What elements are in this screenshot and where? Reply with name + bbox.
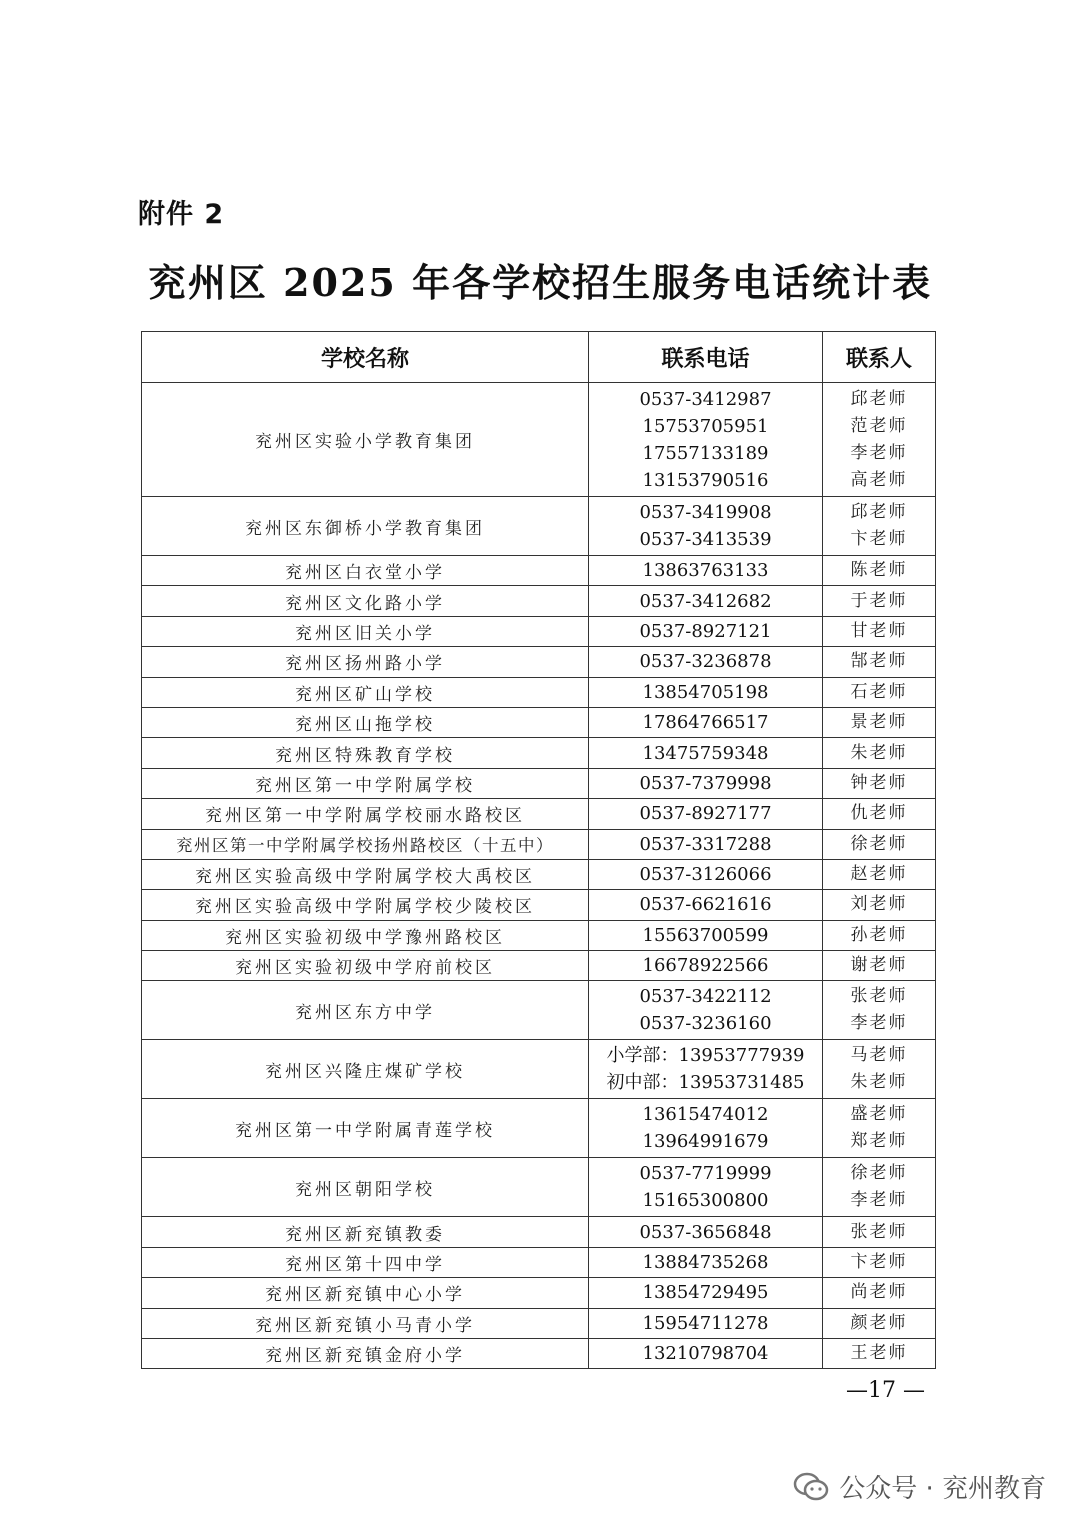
school-name-cell: 兖州区东方中学 xyxy=(142,981,589,1040)
contact-person: 张老师 xyxy=(850,1221,908,1242)
phone-number: 0537-3412682 xyxy=(639,590,772,612)
contact-person: 李老师 xyxy=(850,442,908,463)
contact-person-cell xyxy=(823,586,936,616)
contact-person-cell xyxy=(823,707,936,737)
contact-person: 石老师 xyxy=(850,681,908,702)
contact-person: 马老师 xyxy=(850,1045,908,1066)
phone-cell xyxy=(589,647,823,677)
table-row xyxy=(142,1158,936,1217)
phone-number: 0537-3419908 xyxy=(639,502,772,523)
table-row xyxy=(142,738,936,768)
phone-number: 0537-3412987 xyxy=(639,388,772,410)
contact-person-cell xyxy=(823,1040,936,1099)
contact-person: 陈老师 xyxy=(850,560,908,581)
table-body xyxy=(142,383,936,1369)
phone-number: 小学部：13953777939 xyxy=(606,1045,805,1067)
contact-person: 景老师 xyxy=(850,712,908,733)
phone-cell xyxy=(589,1308,823,1338)
phone-cell xyxy=(589,707,823,737)
contact-person: 谢老师 xyxy=(850,955,908,976)
contact-person: 甘老师 xyxy=(850,620,908,641)
contact-person-cell xyxy=(823,497,936,556)
phone-cell xyxy=(589,1040,823,1099)
contact-person-cell xyxy=(823,951,936,981)
phone-number: 0537-3413539 xyxy=(639,529,772,550)
contact-person: 卞老师 xyxy=(850,529,908,549)
contact-person-cell xyxy=(823,920,936,950)
contact-person: 邱老师 xyxy=(850,388,908,409)
school-name-cell: 兖州区旧关小学 xyxy=(142,616,589,646)
contact-person: 钟老师 xyxy=(850,772,908,793)
contact-person: 徐老师 xyxy=(850,833,908,854)
table-row xyxy=(142,951,936,981)
contact-person-cell xyxy=(823,1339,936,1369)
phone-cell xyxy=(589,677,823,707)
table-row xyxy=(142,1099,936,1158)
contact-person: 朱老师 xyxy=(850,1072,908,1093)
phone-cell xyxy=(589,556,823,586)
table-row xyxy=(142,677,936,707)
contact-person-cell xyxy=(823,768,936,798)
school-name-cell: 兖州区第十四中学 xyxy=(142,1247,589,1277)
contact-person-cell xyxy=(823,1217,936,1247)
phone-cell xyxy=(589,497,823,556)
table-row xyxy=(142,799,936,829)
phone-number: 17557133189 xyxy=(642,442,769,464)
school-name-cell: 兖州区新兖镇小马青小学 xyxy=(142,1308,589,1338)
phone-number: 0537-3317288 xyxy=(639,833,772,855)
phone-cell xyxy=(589,1247,823,1277)
phone-cell xyxy=(589,1217,823,1247)
contact-person-cell xyxy=(823,1247,936,1277)
phone-number: 17864766517 xyxy=(642,712,769,734)
phone-number: 0537-3126066 xyxy=(639,864,772,886)
phone-number: 13863763133 xyxy=(642,560,769,582)
phone-cell xyxy=(589,890,823,920)
contact-person: 刘老师 xyxy=(850,894,908,915)
contact-person: 徐老师 xyxy=(850,1163,908,1184)
phone-number: 13210798704 xyxy=(642,1343,769,1365)
phone-cell xyxy=(589,1158,823,1217)
table-row xyxy=(142,707,936,737)
school-name-cell: 兖州区扬州路小学 xyxy=(142,647,589,677)
school-name-cell: 兖州区实验小学教育集团 xyxy=(142,383,589,497)
school-name-cell: 兖州区实验初级中学豫州路校区 xyxy=(142,920,589,950)
header-school-name: 学校名称 xyxy=(142,332,589,383)
phone-cell xyxy=(589,738,823,768)
phone-number: 13884735268 xyxy=(642,1252,769,1274)
table-header-row xyxy=(142,332,936,383)
contact-person: 郑老师 xyxy=(850,1131,908,1152)
phone-cell xyxy=(589,1339,823,1369)
page-title: 兖州区 2025 年各学校招生服务电话统计表 xyxy=(147,260,933,305)
table-row xyxy=(142,829,936,859)
school-name-cell: 兖州区第一中学附属青莲学校 xyxy=(142,1099,589,1158)
phone-number: 0537-3656848 xyxy=(639,1221,772,1243)
contact-person-cell xyxy=(823,890,936,920)
phone-number: 13615474012 xyxy=(642,1104,769,1126)
phone-number: 15165300800 xyxy=(642,1190,769,1212)
phone-cell xyxy=(589,1278,823,1308)
phone-cell xyxy=(589,616,823,646)
watermark xyxy=(793,1468,1046,1505)
phone-cell xyxy=(589,920,823,950)
contact-person-cell xyxy=(823,616,936,646)
contact-person: 于老师 xyxy=(850,590,908,611)
contact-person: 李老师 xyxy=(850,1190,908,1211)
phone-cell xyxy=(589,799,823,829)
contact-person-cell xyxy=(823,829,936,859)
table-row xyxy=(142,647,936,677)
school-name-cell: 兖州区矿山学校 xyxy=(142,677,589,707)
school-name-cell: 兖州区新兖镇中心小学 xyxy=(142,1278,589,1308)
table-row xyxy=(142,1278,936,1308)
school-name-cell: 兖州区朝阳学校 xyxy=(142,1158,589,1217)
contact-person: 王老师 xyxy=(850,1343,908,1364)
phone-number: 16678922566 xyxy=(642,955,769,977)
contact-person: 邱老师 xyxy=(850,502,908,522)
phone-number: 0537-3236878 xyxy=(639,651,772,673)
phone-cell xyxy=(589,1099,823,1158)
table-row xyxy=(142,890,936,920)
phone-number: 0537-8927121 xyxy=(639,620,772,642)
table-row xyxy=(142,859,936,889)
school-name-cell: 兖州区实验初级中学府前校区 xyxy=(142,951,589,981)
table-row xyxy=(142,383,936,497)
school-name-cell: 兖州区第一中学附属学校丽水路校区 xyxy=(142,799,589,829)
phone-number: 初中部：13953731485 xyxy=(606,1072,805,1094)
phone-cell xyxy=(589,768,823,798)
phone-cell xyxy=(589,586,823,616)
contact-person: 张老师 xyxy=(850,986,908,1007)
table-row xyxy=(142,1339,936,1369)
school-name-cell: 兖州区文化路小学 xyxy=(142,586,589,616)
phone-number: 0537-3422112 xyxy=(639,986,772,1008)
school-name-cell: 兖州区东御桥小学教育集团 xyxy=(142,497,589,556)
table-row xyxy=(142,1308,936,1338)
phone-number: 0537-7719999 xyxy=(639,1163,772,1185)
header-contact-person: 联系人 xyxy=(823,332,936,383)
table-row xyxy=(142,1217,936,1247)
page-number: —17 — xyxy=(846,1378,925,1403)
contacts-table xyxy=(141,331,936,1369)
contact-person: 赵老师 xyxy=(850,864,908,885)
contact-person-cell xyxy=(823,981,936,1040)
school-name-cell: 兖州区第一中学附属学校扬州路校区（十五中） xyxy=(142,829,589,859)
contact-person-cell xyxy=(823,859,936,889)
school-name-cell: 兖州区新兖镇教委 xyxy=(142,1217,589,1247)
phone-cell xyxy=(589,951,823,981)
phone-cell xyxy=(589,383,823,497)
contact-person-cell xyxy=(823,677,936,707)
school-name-cell: 兖州区第一中学附属学校 xyxy=(142,768,589,798)
school-name-cell: 兖州区实验高级中学附属学校大禹校区 xyxy=(142,859,589,889)
contact-person-cell xyxy=(823,556,936,586)
phone-number: 13475759348 xyxy=(642,742,769,764)
school-name-cell: 兖州区白衣堂小学 xyxy=(142,556,589,586)
contact-person-cell xyxy=(823,1099,936,1158)
table-row xyxy=(142,920,936,950)
phone-number: 0537-3236160 xyxy=(639,1013,772,1035)
contact-person: 颜老师 xyxy=(850,1312,908,1333)
phone-cell xyxy=(589,981,823,1040)
attachment-label: 附件 2 xyxy=(138,199,225,230)
contact-person-cell xyxy=(823,738,936,768)
contact-person: 卞老师 xyxy=(850,1252,908,1273)
contact-person: 范老师 xyxy=(850,415,908,436)
contact-person: 盛老师 xyxy=(850,1104,908,1125)
contact-person-cell xyxy=(823,799,936,829)
contact-person-cell xyxy=(823,1278,936,1308)
watermark-text: 公众号 · 兖州教育 xyxy=(839,1474,1046,1504)
phone-number: 15753705951 xyxy=(642,415,769,437)
phone-number: 13854729495 xyxy=(642,1282,769,1304)
table-row xyxy=(142,616,936,646)
table-row xyxy=(142,1247,936,1277)
phone-number: 13854705198 xyxy=(642,681,769,703)
phone-cell xyxy=(589,859,823,889)
school-name-cell: 兖州区兴隆庄煤矿学校 xyxy=(142,1040,589,1099)
phone-cell xyxy=(589,829,823,859)
phone-number: 0537-8927177 xyxy=(639,803,772,825)
contact-person: 朱老师 xyxy=(850,742,908,763)
contact-person: 李老师 xyxy=(850,1013,908,1034)
contact-person: 尚老师 xyxy=(850,1282,908,1303)
phone-number: 0537-7379998 xyxy=(639,772,772,794)
wechat-official-account-icon xyxy=(793,1472,829,1502)
phone-number: 0537-6621616 xyxy=(639,894,772,916)
school-name-cell: 兖州区新兖镇金府小学 xyxy=(142,1339,589,1369)
table-row xyxy=(142,981,936,1040)
school-name-cell: 兖州区实验高级中学附属学校少陵校区 xyxy=(142,890,589,920)
phone-number: 13964991679 xyxy=(642,1131,769,1153)
phone-number: 15954711278 xyxy=(642,1312,769,1334)
table-row xyxy=(142,768,936,798)
school-name-cell: 兖州区山拖学校 xyxy=(142,707,589,737)
contact-person: 仇老师 xyxy=(850,803,908,824)
contact-person-cell xyxy=(823,1308,936,1338)
contact-person: 孙老师 xyxy=(850,924,908,945)
phone-number: 15563700599 xyxy=(642,924,769,946)
contact-person-cell xyxy=(823,1158,936,1217)
contact-person-cell xyxy=(823,647,936,677)
school-name-cell: 兖州区特殊教育学校 xyxy=(142,738,589,768)
table-row xyxy=(142,586,936,616)
contact-person-cell xyxy=(823,383,936,497)
contact-person: 郜老师 xyxy=(850,651,908,672)
header-phone: 联系电话 xyxy=(589,332,823,383)
table-row xyxy=(142,497,936,556)
table-row xyxy=(142,556,936,586)
contact-person: 高老师 xyxy=(850,469,908,490)
table-row xyxy=(142,1040,936,1099)
phone-number: 13153790516 xyxy=(642,469,769,491)
